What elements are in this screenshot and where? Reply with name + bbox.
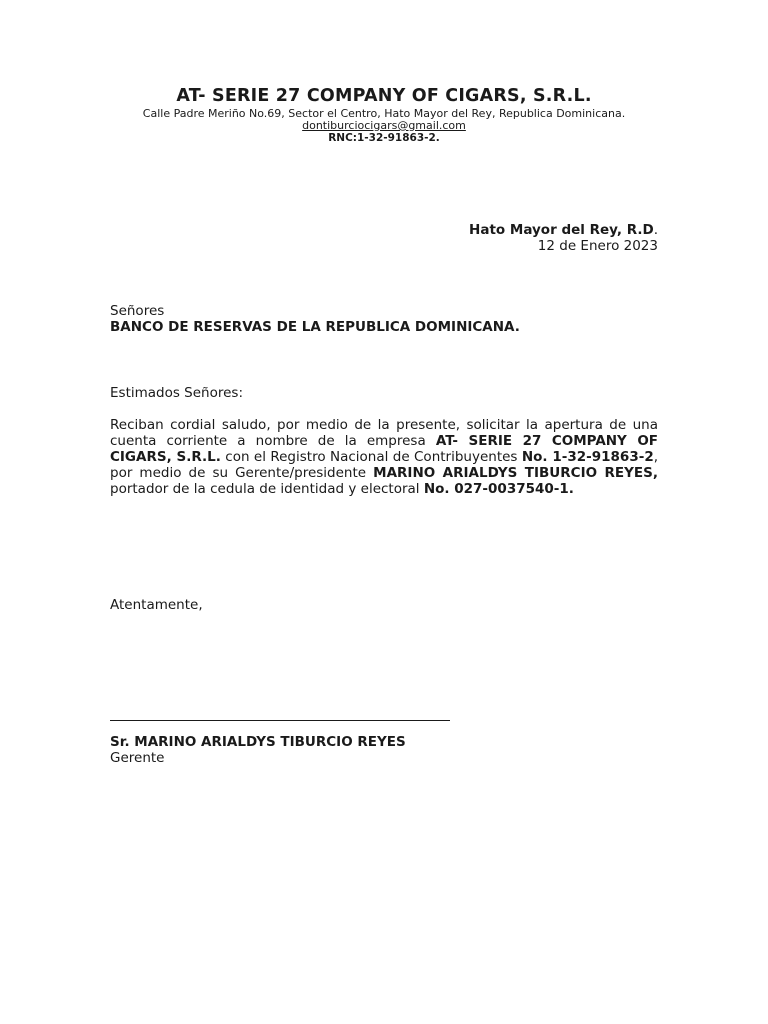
- closing: Atentamente,: [110, 597, 203, 613]
- body-text-4: portador de la cedula de identidad y electoral: [110, 481, 424, 497]
- company-rnc: RNC:1-32-91863-2.: [328, 132, 440, 144]
- recipient-block: [110, 303, 658, 335]
- company-email-link[interactable]: dontiburciocigars@gmail.com: [302, 119, 466, 132]
- body-manager: MARINO ARIALDYS TIBURCIO REYES,: [373, 465, 658, 481]
- body-text-1: Reciban cordial saludo, por medio de la presente, solicitar la apertura de una cuenta corriente a nombre de la empresa: [110, 417, 658, 449]
- body-company: AT- SERIE 27 COMPANY OF CIGARS, S.R.L.: [110, 433, 659, 465]
- company-name: AT- SERIE 27 COMPANY OF CIGARS, S.R.L.: [176, 86, 592, 106]
- place-period: .: [653, 222, 658, 238]
- body-text-2: con el Registro Nacional de Contribuyentes: [220, 449, 522, 465]
- signature-block: [110, 734, 658, 766]
- greeting: Estimados Señores:: [110, 385, 244, 401]
- letterhead: [0, 86, 768, 145]
- body-paragraph: [110, 417, 658, 497]
- signer-name: Sr. MARINO ARIALDYS TIBURCIO REYES: [110, 734, 406, 750]
- letter-date: 12 de Enero 2023: [537, 238, 658, 254]
- company-address: Calle Padre Meriño No.69, Sector el Centro, Hato Mayor del Rey, Republica Dominicana.: [142, 107, 626, 120]
- place-and-date: [469, 222, 658, 254]
- signer-title: Gerente: [110, 750, 165, 766]
- place: Hato Mayor del Rey, R.D: [469, 222, 654, 238]
- signature-line: [110, 720, 450, 721]
- body-text-3: , por medio de su Gerente/presidente: [110, 449, 659, 481]
- recipient-bank: BANCO DE RESERVAS DE LA REPUBLICA DOMINICANA.: [110, 319, 520, 335]
- body-id-number: No. 027-0037540-1.: [423, 481, 574, 497]
- recipient-salutation: Señores: [110, 303, 165, 319]
- body-rnc: No. 1-32-91863-2: [521, 449, 654, 465]
